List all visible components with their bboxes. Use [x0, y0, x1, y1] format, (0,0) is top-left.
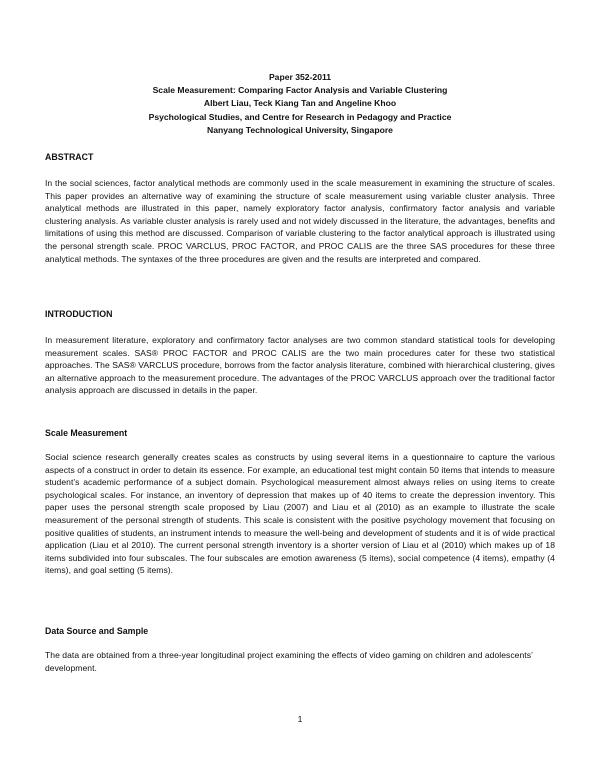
- paper-number: Paper 352-2011: [268, 72, 332, 82]
- data-source-text: The data are obtained from a three-year longitudinal project examining the effects of video gaming on children and adolescents’ development.: [45, 650, 533, 673]
- abstract-heading: ABSTRACT: [45, 152, 94, 162]
- page-number: 1: [297, 714, 303, 724]
- introduction-text: In measurement literature, exploratory and confirmatory factor analyses are two common standard statistical tools for developing measurement scales. SAS® PROC FACTOR and PROC CALIS are the two main procedures cater for these two statistical approaches. The SAS® VARCLUS procedure, borrows from the factor analysis literature, combined with hierarchical clustering, gives an alternative approach to the measurement procedure. The advantages of the PROC VARCLUS approach over the traditional factor analysis approach are discussed in details in the paper.: [45, 335, 555, 396]
- data-source-heading: Data Source and Sample: [45, 626, 149, 636]
- introduction-heading: INTRODUCTION: [45, 309, 113, 319]
- paper-title: Scale Measurement: Comparing Factor Analysis and Variable Clustering: [152, 85, 448, 96]
- affiliation-line-2: Nanyang Technological University, Singapore: [207, 124, 393, 135]
- scale-measurement-heading: Scale Measurement: [45, 428, 128, 438]
- abstract-text: In the social sciences, factor analytical methods are commonly used in the scale measurement in examining the structure of scales. This paper provides an alternative way of examining the structure of scale measurement using variable cluster analysis. Three analytical methods are illustrated in this paper, namely exploratory factor analysis, confirmatory factor analysis and variable clustering analysis. As variable cluster analysis is rarely used and not widely discussed in the literature, the advantages, benefits and limitations of using this method are discussed. Comparison of variable clustering to the factor analytical approach is illustrated using the personal strength scale. PROC VARCLUS, PROC FACTOR, and PROC CALIS are the three SAS procedures for these three analytical methods. The syntaxes of the three procedures are given and the results are interpreted and compared.: [45, 178, 555, 264]
- scale-measurement-text: Social science research generally creates scales as constructs by using several items in a questionnaire to capture the various aspects of a construct in order to detain its essence. For example, an educational test might contain 50 items that intends to measure student’s academic performance of a subject domain. Psychological measurement almost always relies on using items to create psychological scales. For instance, an inventory of depression that makes up of 40 items to create the depression inventory. This paper uses the personal strength scale proposed by Liau (2007) and Liau et al (2010) as an example to illustrate the scale measurement of the personal strength of students. This scale is consistent with the positive psychology movement that focusing on positive qualities of students, an instrument intends to measure the well-being and development of students and it is of wide practical application (Liau et al 2010). The current personal strength inventory is a shorter version of Liau et al (2010) which makes up of 18 items subdivided into four subscales. The four subscales are emotion awareness (5 items), social competence (4 items), empathy (4 items), and goal setting (5 items).: [45, 452, 555, 576]
- authors: Albert Liau, Teck Kiang Tan and Angeline Khoo: [203, 98, 397, 109]
- title-block: [0, 71, 600, 137]
- affiliation-line-1: Psychological Studies, and Centre for Research in Pedagogy and Practice: [148, 111, 452, 122]
